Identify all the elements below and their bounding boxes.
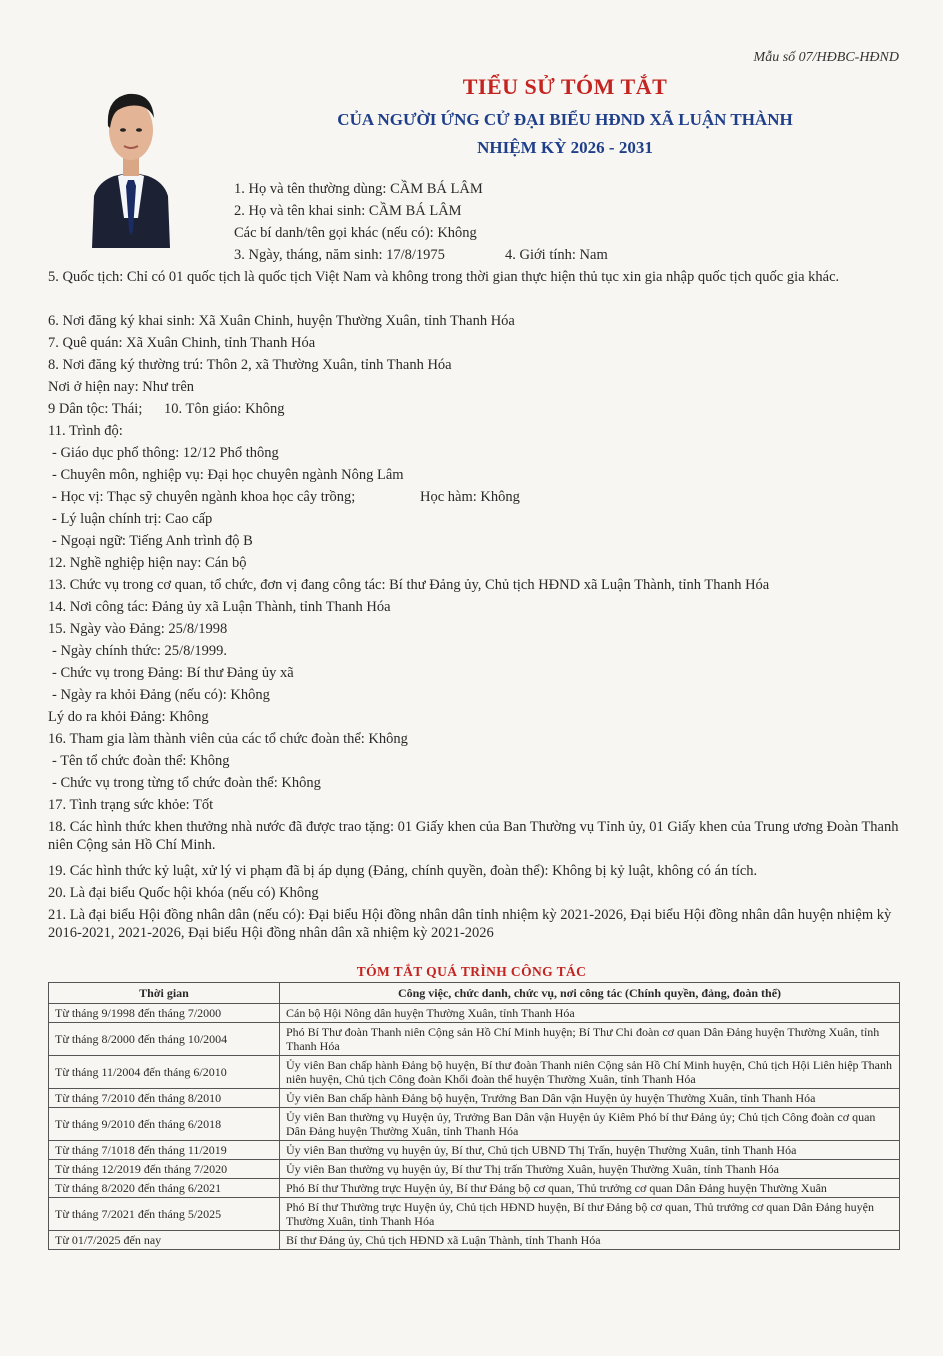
- row-time: Từ tháng 8/2000 đến tháng 10/2004: [49, 1023, 280, 1056]
- row-time: Từ tháng 7/1018 đến tháng 11/2019: [49, 1141, 280, 1160]
- party-join-date: 15. Ngày vào Đảng: 25/8/1998: [48, 621, 228, 637]
- political-theory: - Lý luận chính trị: Cao cấp: [52, 511, 213, 527]
- table-row: [49, 1141, 900, 1160]
- party-leave-date: - Ngày ra khỏi Đảng (nếu có): Không: [52, 687, 270, 703]
- organizations: 16. Tham gia làm thành viên của các tổ chức đoàn thể: Không: [48, 731, 408, 747]
- row-time: Từ tháng 9/1998 đến tháng 7/2000: [49, 1004, 280, 1023]
- table-row: [49, 1023, 900, 1056]
- row-time: Từ 01/7/2025 đến nay: [49, 1231, 280, 1250]
- row-time: Từ tháng 7/2021 đến tháng 5/2025: [49, 1198, 280, 1231]
- work-history-table: [48, 982, 900, 1250]
- row-time: Từ tháng 7/2010 đến tháng 8/2010: [49, 1089, 280, 1108]
- row-position: Bí thư Đảng ủy, Chủ tịch HĐND xã Luận Thành, tỉnh Thanh Hóa: [280, 1231, 900, 1250]
- workplace: 14. Nơi công tác: Đảng ủy xã Luận Thành, tỉnh Thanh Hóa: [48, 599, 391, 615]
- table-row: [49, 1004, 900, 1023]
- table-row: [49, 1160, 900, 1179]
- current-position: 13. Chức vụ trong cơ quan, tổ chức, đơn vị đang công tác: Bí thư Đảng ủy, Chủ tịch HĐND xã Luận Thành, tỉnh Thanh Hóa: [48, 577, 770, 593]
- degree: - Học vị: Thạc sỹ chuyên ngành khoa học cây trồng;: [52, 489, 356, 505]
- row-position: Ủy viên Ban chấp hành Đảng bộ huyện, Trưởng Ban Dân vận Huyện ủy huyện Thường Xuân, tỉnh Thanh Hóa: [280, 1089, 900, 1108]
- row-position: Phó Bí Thư đoàn Thanh niên Cộng sản Hồ Chí Minh huyện; Bí Thư Chi đoàn cơ quan Dân Đảng huyện Thường Xuân, tỉnh Thanh Hóa: [280, 1023, 900, 1056]
- religion: 10. Tôn giáo: Không: [164, 401, 285, 417]
- party-position: - Chức vụ trong Đảng: Bí thư Đảng ủy xã: [52, 665, 294, 681]
- party-leave-reason: Lý do ra khỏi Đảng: Không: [48, 709, 209, 725]
- page-title: TIỂU SỬ TÓM TẮT: [462, 74, 668, 99]
- education-heading: 11. Trình độ:: [48, 423, 123, 439]
- table-row: [49, 1179, 900, 1198]
- birth-name: 2. Họ và tên khai sinh: CẦM BÁ LÂM: [234, 203, 462, 219]
- portrait-photo: [88, 68, 174, 248]
- discipline: 19. Các hình thức kỷ luật, xử lý vi phạm đã bị áp dụng (Đảng, chính quyền, đoàn thể): Không bị kỷ luật, không có án tích.: [48, 863, 758, 879]
- table-row: [49, 1108, 900, 1141]
- ethnicity: 9 Dân tộc: Thái;: [48, 401, 143, 417]
- academic-title: Học hàm: Không: [420, 489, 520, 505]
- column-header-time: Thời gian: [49, 983, 280, 1004]
- row-position: Cán bộ Hội Nông dân huyện Thường Xuân, tỉnh Thanh Hóa: [280, 1004, 900, 1023]
- table-row: [49, 1231, 900, 1250]
- table-row: [49, 1056, 900, 1089]
- row-time: Từ tháng 9/2010 đến tháng 6/2018: [49, 1108, 280, 1141]
- current-residence: Nơi ở hiện nay: Như trên: [48, 379, 195, 395]
- foreign-language: - Ngoại ngữ: Tiếng Anh trình độ B: [52, 533, 253, 549]
- row-position: Ủy viên Ban thường vụ huyện ủy, Bí thư Thị trấn Thường Xuân, huyện Thường Xuân, tỉnh Thanh Hóa: [280, 1160, 900, 1179]
- specialty: - Chuyên môn, nghiệp vụ: Đại học chuyên ngành Nông Lâm: [52, 467, 404, 483]
- occupation: 12. Nghề nghiệp hiện nay: Cán bộ: [48, 555, 247, 571]
- row-time: Từ tháng 8/2020 đến tháng 6/2021: [49, 1179, 280, 1198]
- column-header-position: Công việc, chức danh, chức vụ, nơi công tác (Chính quyền, đảng, đoàn thể): [280, 983, 900, 1004]
- council-membership: 21. Là đại biểu Hội đồng nhân dân (nếu có): Đại biểu Hội đồng nhân dân tỉnh nhiệm kỳ 2021-2026, Đại biểu Hội đồng nhân dân huyện nhiệm kỳ 2016-2021, 2021-2026, Đại biểu Hội đồng nhân dân xã nhiệm kỳ 2021-2026: [48, 907, 892, 941]
- birth-date: 3. Ngày, tháng, năm sinh: 17/8/1975: [234, 247, 445, 263]
- awards: 18. Các hình thức khen thưởng nhà nước đã được trao tặng: 01 Giấy khen của Ban Thường vụ Tỉnh ủy, 01 Giấy khen của Trung ương Đoàn Thanh niên Cộng sản Hồ Chí Minh.: [48, 819, 899, 853]
- organization-position: - Chức vụ trong từng tổ chức đoàn thể: Không: [52, 775, 321, 791]
- work-history-title: TÓM TẮT QUÁ TRÌNH CÔNG TÁC: [356, 964, 587, 979]
- page-subtitle: CỦA NGƯỜI ỨNG CỬ ĐẠI BIỂU HĐND XÃ LUẬN THÀNH: [337, 110, 793, 129]
- row-position: Ủy viên Ban thường vụ Huyện ủy, Trưởng Ban Dân vận Huyện ủy Kiêm Phó bí thư Đảng ủy; Chủ tịch Công đoàn cơ quan Dân Đảng huyện Thường Xuân, tỉnh Thanh Hóa: [280, 1108, 900, 1141]
- common-name: 1. Họ và tên thường dùng: CẦM BÁ LÂM: [234, 181, 483, 197]
- row-position: Phó Bí thư Thường trực Huyện ủy, Bí thư Đảng bộ cơ quan, Thủ trưởng cơ quan Dân Đảng huyện Thường Xuân: [280, 1179, 900, 1198]
- gender: 4. Giới tính: Nam: [505, 247, 608, 263]
- row-time: Từ tháng 11/2004 đến tháng 6/2010: [49, 1056, 280, 1089]
- organization-name: - Tên tổ chức đoàn thể: Không: [52, 753, 230, 769]
- row-time: Từ tháng 12/2019 đến tháng 7/2020: [49, 1160, 280, 1179]
- nationality: 5. Quốc tịch: Chỉ có 01 quốc tịch là quốc tịch Việt Nam và không trong thời gian thực hiện thủ tục xin gia nhập quốc tịch quốc gia khác.: [48, 269, 840, 285]
- portrait-icon: [88, 68, 174, 248]
- table-row: [49, 1198, 900, 1231]
- hometown: 7. Quê quán: Xã Xuân Chinh, tỉnh Thanh Hóa: [48, 335, 316, 351]
- health-status: 17. Tình trạng sức khỏe: Tốt: [48, 797, 214, 813]
- row-position: Phó Bí thư Thường trực Huyện ủy, Chủ tịch HĐND huyện, Bí thư Đảng bộ cơ quan, Thủ trưởng cơ quan Dân Đảng huyện Thường Xuân, tỉnh Thanh Hóa: [280, 1198, 900, 1231]
- birth-registration: 6. Nơi đăng ký khai sinh: Xã Xuân Chinh, huyện Thường Xuân, tỉnh Thanh Hóa: [48, 313, 515, 329]
- table-header-row: [49, 983, 900, 1004]
- row-position: Ủy viên Ban thường vụ huyện ủy, Bí thư, Chủ tịch UBND Thị Trấn, huyện Thường Xuân, tỉnh Thanh Hóa: [280, 1141, 900, 1160]
- general-education: - Giáo dục phổ thông: 12/12 Phổ thông: [52, 445, 279, 461]
- national-assembly: 20. Là đại biểu Quốc hội khóa (nếu có) Không: [48, 885, 319, 901]
- permanent-residence: 8. Nơi đăng ký thường trú: Thôn 2, xã Thường Xuân, tỉnh Thanh Hóa: [48, 357, 452, 373]
- row-position: Ủy viên Ban chấp hành Đảng bộ huyện, Bí thư đoàn Thanh niên Cộng sản Hồ Chí Minh huyện, Chủ tịch Hội Liên hiệp Thanh niên huyện, Chủ tịch Công đoàn Khối đoàn thể huyện Thường Xuân, tỉnh Thanh Hóa: [280, 1056, 900, 1089]
- title-block: [190, 74, 940, 158]
- alias: Các bí danh/tên gọi khác (nếu có): Không: [234, 225, 477, 241]
- form-code: Mẫu số 07/HĐBC-HĐND: [753, 50, 899, 65]
- party-official-date: - Ngày chính thức: 25/8/1999.: [52, 643, 227, 659]
- table-row: [49, 1089, 900, 1108]
- term-label: NHIỆM KỲ 2026 - 2031: [477, 138, 653, 157]
